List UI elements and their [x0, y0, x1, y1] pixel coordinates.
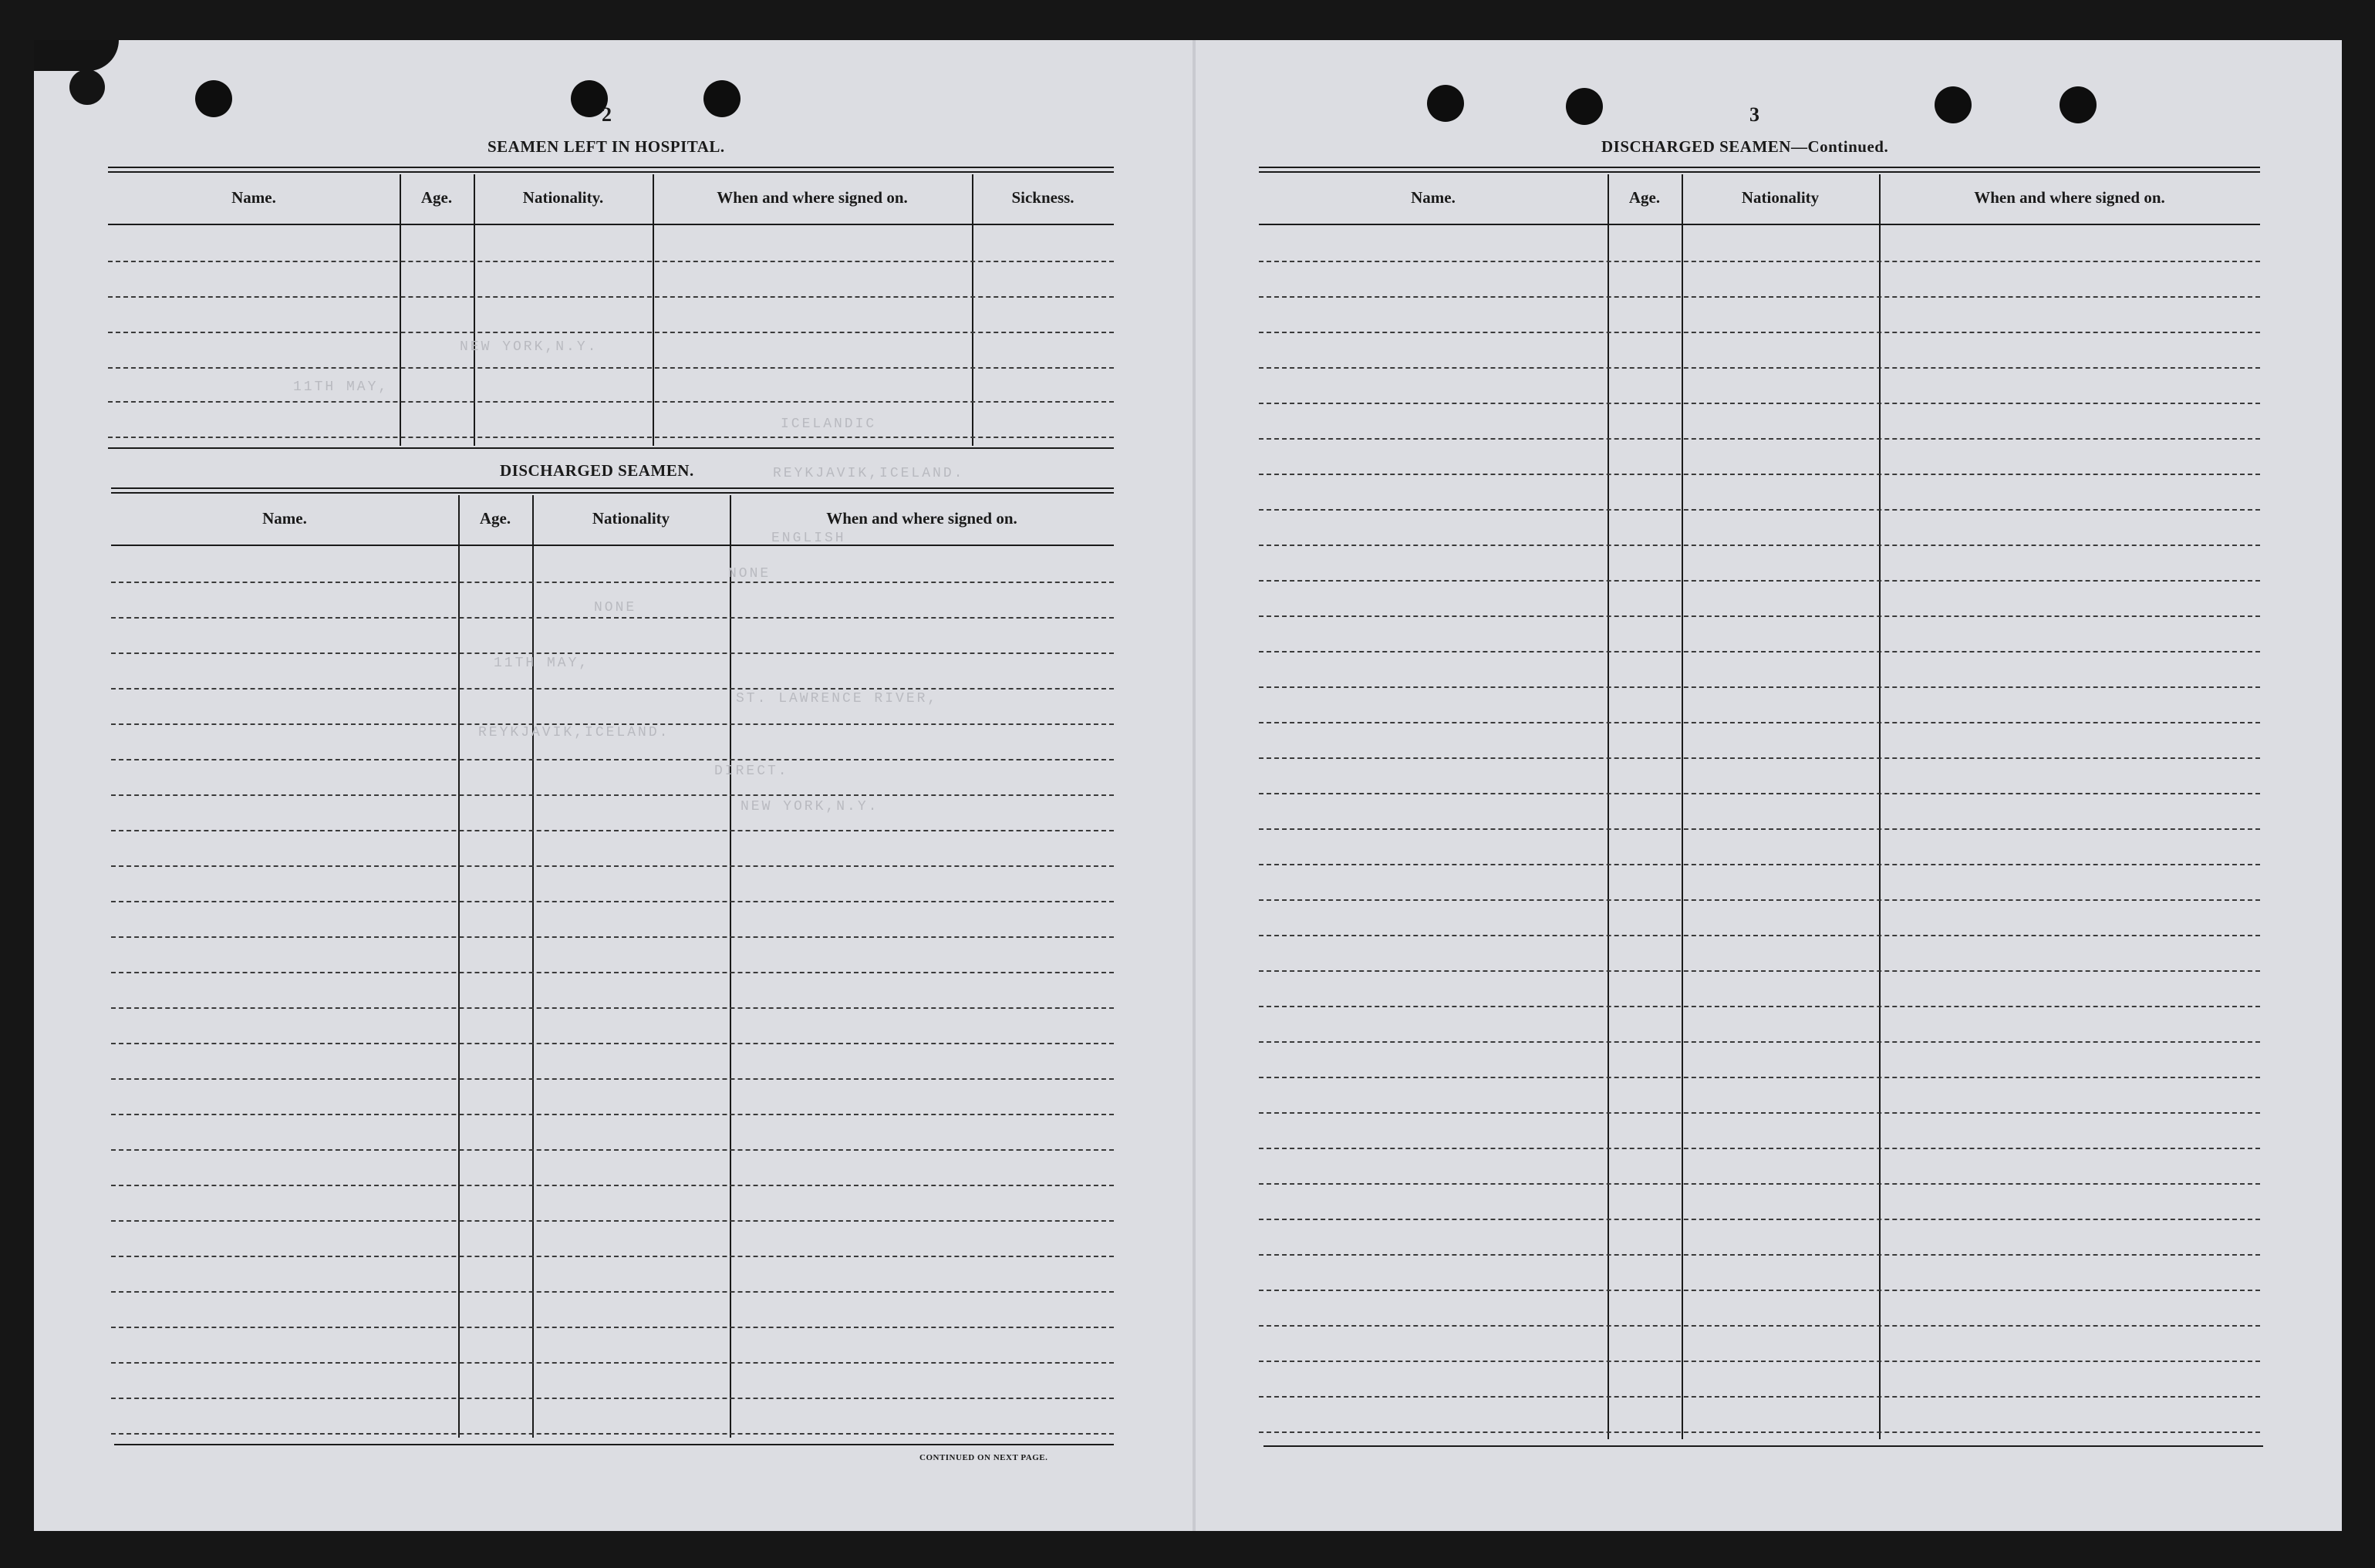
bleed-through-text: NEW YORK,N.Y.: [741, 799, 879, 814]
ruled-row: [111, 1185, 1114, 1186]
ruled-row: [111, 901, 1114, 902]
section-title-discharged: DISCHARGED SEAMEN.: [500, 461, 694, 480]
column-header-age: Age.: [420, 188, 453, 207]
ruled-row: [1259, 1254, 2260, 1256]
ruled-row: [108, 437, 1114, 438]
ruled-row: [111, 1043, 1114, 1044]
bleed-through-text: 11TH MAY,: [293, 379, 390, 395]
ruled-row: [1259, 367, 2260, 369]
ruled-row: [111, 865, 1114, 867]
ruled-row: [1259, 1219, 2260, 1220]
page-fold: [1193, 40, 1196, 1531]
discharged-table-bottom-rule: [114, 1444, 1114, 1445]
ruled-row: [1259, 1290, 2260, 1291]
ruled-row: [111, 1256, 1114, 1257]
ruled-row: [1259, 1148, 2260, 1149]
ruled-row: [1259, 296, 2260, 298]
ruled-row: [1259, 899, 2260, 901]
ruled-row: [1259, 332, 2260, 333]
ruled-row: [1259, 864, 2260, 865]
column-header-when-where: When and where signed on.: [826, 509, 1017, 528]
ruled-row: [1259, 261, 2260, 262]
ruled-row: [111, 1114, 1114, 1115]
discharged-table-top-rule: [111, 487, 1114, 494]
ruled-row: [111, 1007, 1114, 1009]
punch-hole: [703, 80, 741, 117]
ruled-row: [111, 759, 1114, 760]
page-number: 3: [1749, 103, 1759, 126]
column-divider: [532, 495, 534, 1438]
column-divider: [1682, 174, 1683, 1439]
ruled-row: [1259, 651, 2260, 652]
ruled-row: [1259, 1431, 2260, 1433]
bleed-through-text: REYKJAVIK,ICELAND.: [773, 466, 965, 481]
column-divider: [1608, 174, 1609, 1439]
ruled-row: [111, 1327, 1114, 1328]
column-header-nationality: Nationality.: [522, 188, 604, 207]
ruled-row: [1259, 438, 2260, 440]
punch-hole: [195, 80, 232, 117]
discharged-header-underline: [111, 545, 1114, 546]
ruled-row: [1259, 403, 2260, 404]
ruled-row: [1259, 757, 2260, 759]
ruled-row: [1259, 970, 2260, 972]
column-divider: [458, 495, 460, 1438]
torn-corner-fragment: [69, 69, 105, 105]
ruled-row: [111, 1220, 1114, 1222]
column-header-name: Name.: [1411, 188, 1456, 207]
column-divider: [730, 495, 731, 1438]
bleed-through-text: 11TH MAY,: [494, 656, 590, 671]
ruled-row: [1259, 1041, 2260, 1043]
ruled-row: [1259, 509, 2260, 511]
continued-note: CONTINUED ON NEXT PAGE.: [919, 1453, 1048, 1462]
ruled-row: [111, 1362, 1114, 1364]
ruled-row: [111, 688, 1114, 690]
bleed-through-text: ICELANDIC: [781, 416, 877, 432]
bleed-through-text: ENGLISH: [771, 531, 846, 546]
ruled-row: [111, 830, 1114, 831]
ruled-row: [111, 1291, 1114, 1293]
ruled-row: [1259, 580, 2260, 582]
bleed-through-text: ST. LAWRENCE RIVER,: [736, 691, 939, 706]
page-number: 2: [602, 103, 612, 126]
bleed-through-text: NONE: [594, 600, 637, 615]
punch-hole: [2060, 86, 2097, 123]
ruled-row: [1259, 1006, 2260, 1007]
ruled-row: [1259, 1396, 2260, 1398]
hospital-header-underline: [108, 224, 1114, 225]
ruled-row: [1259, 615, 2260, 617]
punch-hole: [1935, 86, 1972, 123]
right-header-underline: [1259, 224, 2260, 225]
ruled-row: [1259, 828, 2260, 830]
bleed-through-text: REYKJAVIK,ICELAND.: [478, 725, 670, 740]
column-header-age: Age.: [479, 509, 511, 528]
ruled-row: [1259, 686, 2260, 688]
ruled-row: [111, 936, 1114, 938]
column-header-nationality: Nationality: [592, 509, 670, 528]
punch-hole: [1427, 85, 1464, 122]
title-continued: —Continued.: [1790, 137, 1889, 156]
ruled-row: [1259, 722, 2260, 723]
ruled-row: [1259, 1077, 2260, 1078]
hospital-table-top-rule: [108, 167, 1114, 173]
bleed-through-text: NEW YORK,N.Y.: [460, 339, 599, 355]
column-header-sickness: Sickness.: [1011, 188, 1074, 207]
ruled-row: [111, 1149, 1114, 1151]
ruled-row: [111, 1078, 1114, 1080]
bleed-through-text: DIRECT.: [714, 764, 789, 779]
ruled-row: [111, 972, 1114, 973]
ruled-row: [1259, 1183, 2260, 1185]
ruled-row: [1259, 545, 2260, 546]
ruled-row: [111, 1398, 1114, 1399]
ruled-row: [1259, 1112, 2260, 1114]
ruled-row: [111, 617, 1114, 619]
ruled-row: [111, 1433, 1114, 1435]
ruled-row: [108, 296, 1114, 298]
ruled-row: [111, 794, 1114, 796]
column-divider: [474, 174, 475, 446]
right-table-top-rule: [1259, 167, 2260, 173]
column-divider: [400, 174, 401, 446]
ruled-row: [111, 652, 1114, 654]
column-header-age: Age.: [1628, 188, 1661, 207]
bleed-through-text: NONE: [728, 566, 771, 582]
title-main: DISCHARGED SEAMEN: [1601, 137, 1791, 156]
ruled-row: [111, 582, 1114, 583]
ruled-row: [1259, 474, 2260, 475]
ruled-row: [1259, 1325, 2260, 1327]
ruled-row: [108, 261, 1114, 262]
ruled-row: [108, 367, 1114, 369]
ruled-row: [1259, 935, 2260, 936]
punch-hole: [1566, 88, 1603, 125]
document-sheet: [34, 40, 2342, 1531]
column-header-name: Name.: [262, 509, 307, 528]
hospital-table-bottom-rule: [108, 447, 1114, 449]
section-title-hospital: SEAMEN LEFT IN HOSPITAL.: [487, 137, 725, 156]
column-header-when-where: When and where signed on.: [717, 188, 908, 207]
column-header-when-where: When and where signed on.: [1974, 188, 2165, 207]
right-table-bottom-rule: [1263, 1445, 2263, 1447]
ruled-row: [1259, 793, 2260, 794]
ruled-row: [108, 332, 1114, 333]
ruled-row: [1259, 1361, 2260, 1362]
column-header-nationality: Nationality: [1741, 188, 1820, 207]
column-divider: [653, 174, 654, 446]
ruled-row: [108, 401, 1114, 403]
column-divider: [1879, 174, 1881, 1439]
column-header-name: Name.: [231, 188, 276, 207]
section-title-discharged-continued: [1601, 137, 1888, 157]
column-divider: [972, 174, 973, 446]
